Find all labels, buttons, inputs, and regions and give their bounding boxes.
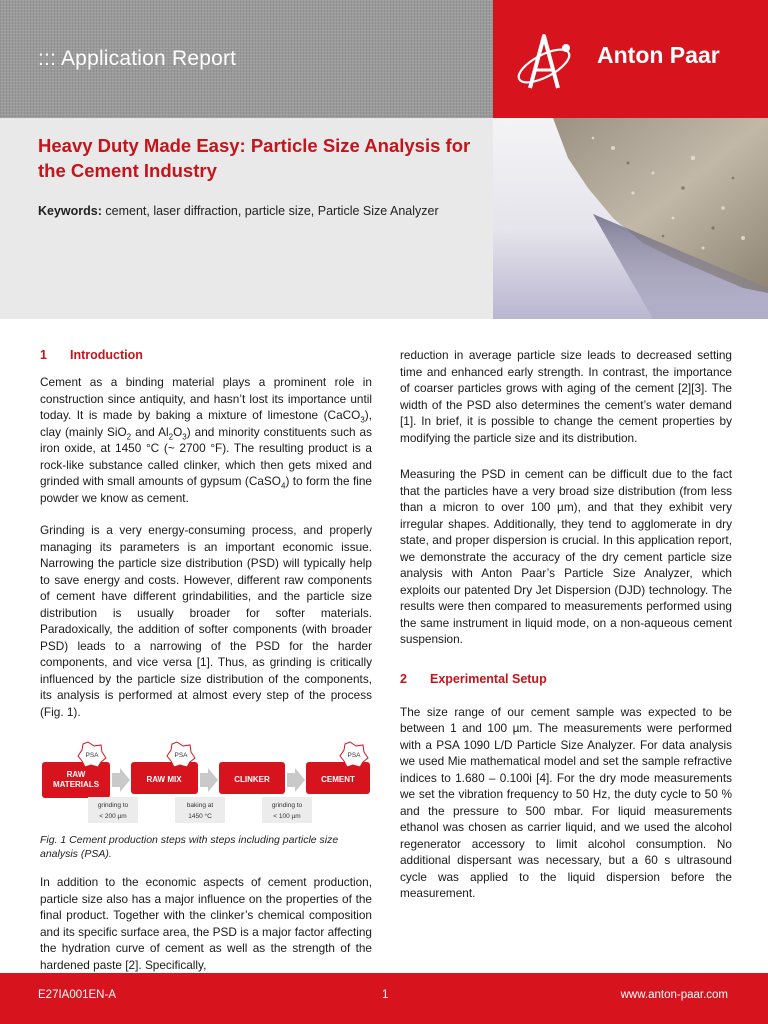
section-heading-experimental-setup: 2 Experimental Setup bbox=[400, 671, 547, 686]
step-label: RAW MIX bbox=[146, 775, 182, 784]
website-link[interactable]: www.anton-paar.com bbox=[620, 989, 728, 1001]
page-number: 1 bbox=[382, 989, 389, 1001]
process-note: baking at bbox=[186, 802, 214, 809]
report-type-title: ::: Application Report bbox=[38, 47, 237, 70]
psa-badge-label: PSA bbox=[347, 752, 361, 759]
cement-photo bbox=[493, 118, 768, 319]
intro-paragraph-2: Grinding is a very energy-consuming process, and properly managing its parameters is an important economic issue. Narrowing the particle size distribution (PSD) will typically help to save energy and costs. However, different raw components of cement have different grindabilities, and the particle size distribution is usually broader for softer materials. Paradoxically, the addition of softer components (with broader PSD) leads to a narrowing of the PSD for the harder components, and vice versa [1]. Thus, as grinding is critically influenced by the particle size distribution of the components, its analysis is performed at almost every step of the process (Fig. 1). bbox=[40, 523, 372, 719]
process-note: < 200 µm bbox=[99, 813, 127, 820]
step-label: RAW bbox=[66, 770, 86, 779]
right-column bbox=[400, 347, 732, 918]
process-note: 1450 °C bbox=[188, 813, 212, 820]
right-paragraph-1: reduction in average particle size leads to decreased setting time and enhanced early strength. In contrast, the importance of coarser particles grows with aging of the cement [2][3]. The width of the PSD also determines the cement’s water demand [1]. In brief, it is possible to change the cement properties by modifying the particle size and its distribution. bbox=[400, 348, 732, 445]
step-arrow-icon bbox=[287, 768, 305, 792]
step-label: MATERIALS bbox=[52, 780, 100, 789]
psa-badge-label: PSA bbox=[174, 752, 188, 759]
process-note: grinding to bbox=[97, 802, 129, 809]
keywords-line bbox=[38, 204, 478, 218]
keywords-list: cement, laser diffraction, particle size, Particle Size Analyzer bbox=[101, 204, 439, 218]
document-title: Heavy Duty Made Easy: Particle Size Analysis for the Cement Industry bbox=[38, 135, 471, 181]
step-arrow-icon bbox=[112, 768, 130, 792]
brand-name: Anton Paar bbox=[597, 42, 720, 68]
intro-paragraph-1: Cement as a binding material plays a prominent role in construction since antiquity, and hasn’t lost its importance until today. It is made by baking a mixture of limestone (CaCO$_3$), clay (mainly SiO$_2$ and $Al_2O_3$) and minority constituents such as iron oxide, at 1450 °C (~ 2700 °F). The resulting product is a rock-like substance called clinker, which then gets mixed and grinded with small amounts of gypsum (CaSO$_4$) to form the fine powder we know as cement. bbox=[40, 375, 373, 505]
step-label: CEMENT bbox=[321, 775, 355, 784]
intro-paragraph-3: In addition to the economic aspects of cement production, particle size also has a major influence on the properties of the final product. Together with the clinker’s chemical composition and its specific surface area, the PSD is a major factor affecting the hydration curve of cement as well as the strength of the hardened paste [2]. Specifically, bbox=[40, 875, 372, 972]
psa-badge-label: PSA bbox=[85, 752, 99, 759]
process-note: grinding to bbox=[271, 802, 303, 809]
step-arrow-icon bbox=[200, 768, 218, 792]
keywords-label: Keywords: bbox=[38, 204, 102, 218]
document-id: E27IA001EN-A bbox=[38, 989, 116, 1001]
left-column bbox=[40, 345, 372, 989]
process-figure bbox=[40, 740, 372, 826]
setup-paragraph-1: The size range of our cement sample was expected to be between 1 and 100 µm. The measurements were performed with a PSA 1090 L/D Particle Size Analyzer. For data analysis we used Mie mathematical model and set the sample refractive indices to 1.680 – 0.100i [4]. For the dry mode measurements we set the vibration frequency to 50 Hz, the duty cycle to 50 % and the pressure to 500 mbar. For liquid measurements ethanol was chosen as carrier liquid, and we used the alcohol regenerator accessory to limit alcohol consumption. No additional dispersant was necessary, but a 60 s ultrasound cycle was applied to the liquid dispersion before the measurement. bbox=[400, 704, 732, 900]
process-note: < 100 µm bbox=[273, 813, 301, 820]
right-paragraph-2: Measuring the PSD in cement can be difficult due to the fact that the particles have a very broad size distribution (from less than a micron to over 100 µm), and that they exhibit very irregular shapes. Additionally, they tend to agglomerate in dry state, and proper dispersion is crucial. In this application report, we demonstrate the accuracy of the dry cement particle size analysis with Anton Paar’s Particle Size Analyzer, which exploits our patented Dry Jet Dispersion (DJD) technology. The results were then compared to measurements performed using the same instrument in liquid mode, on a non-aqueous cement suspension. bbox=[400, 467, 732, 646]
footer-band bbox=[0, 973, 768, 1024]
figure-caption: Fig. 1 Cement production steps with steps including particle size analysis (PSA). bbox=[40, 834, 339, 860]
anton-paar-logo-icon bbox=[508, 22, 588, 102]
section-heading-introduction: 1 Introduction bbox=[40, 348, 143, 362]
step-label: CLINKER bbox=[234, 775, 270, 784]
